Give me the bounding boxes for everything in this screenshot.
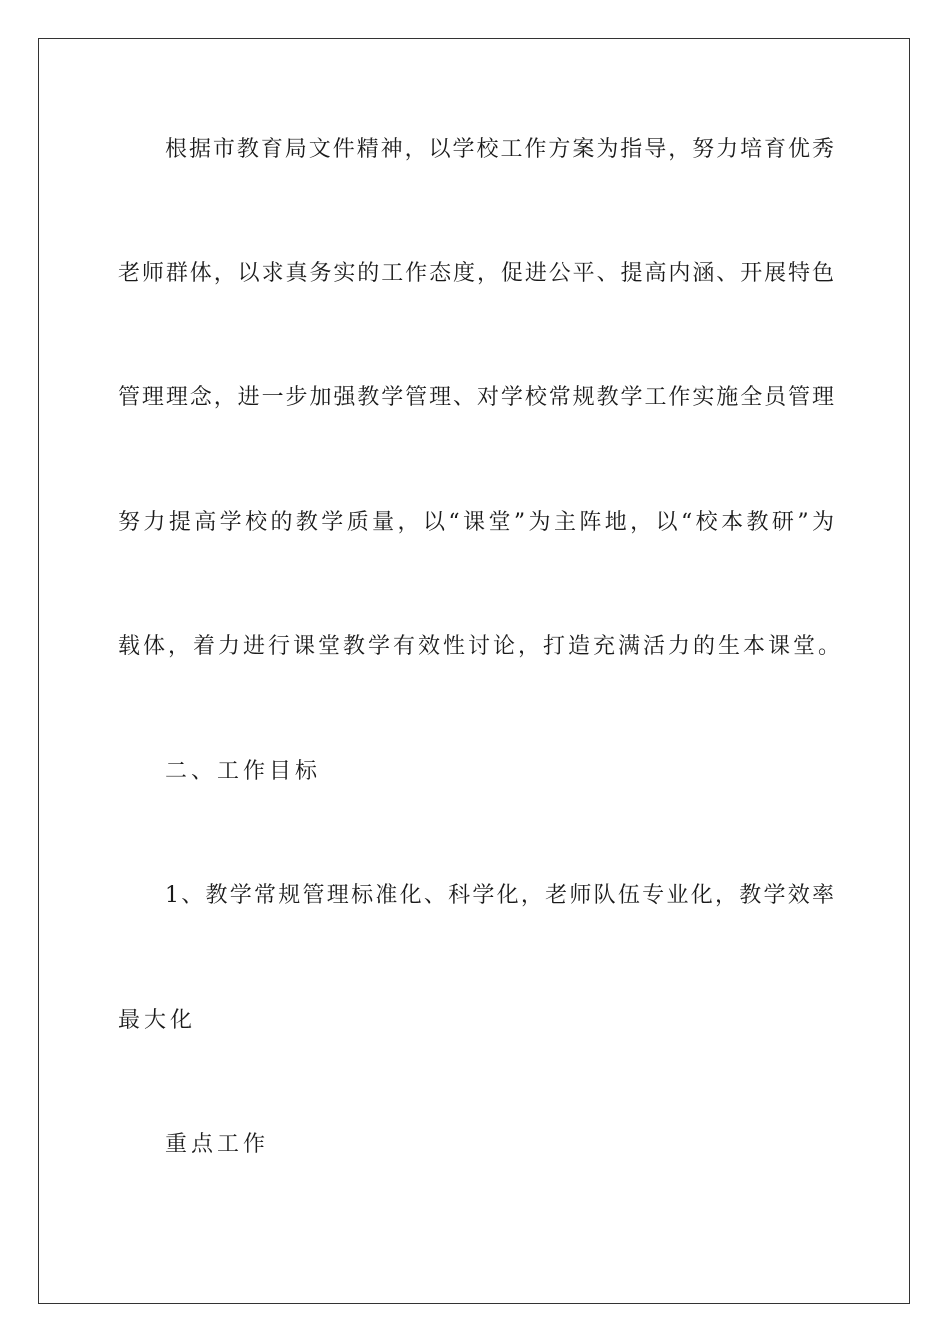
paragraph-line-2: 老师群体，以求真务实的工作态度，促进公平、提高内涵、开展特色 — [118, 261, 834, 286]
paragraph-line-3: 管理理念，进一步加强教学管理、对学校常规教学工作实施全员管理 — [118, 385, 834, 410]
paragraph-line-4: 努力提高学校的教学质量，以“课堂”为主阵地，以“校本教研”为 — [118, 510, 834, 535]
section-heading: 二、工作目标 — [165, 759, 322, 784]
paragraph-line-5: 载体，着力进行课堂教学有效性讨论，打造充满活力的生本课堂。 — [118, 634, 844, 659]
paragraph-line-1: 根据市教育局文件精神，以学校工作方案为指导，努力培育优秀 — [165, 137, 834, 162]
goal-item-1-line-1: 1、教学常规管理标准化、科学化，老师队伍专业化，教学效率 — [165, 883, 834, 908]
page-border — [38, 38, 910, 1304]
subheading-key-work: 重点工作 — [165, 1132, 270, 1157]
goal-item-1-line-2: 最大化 — [118, 1008, 197, 1033]
